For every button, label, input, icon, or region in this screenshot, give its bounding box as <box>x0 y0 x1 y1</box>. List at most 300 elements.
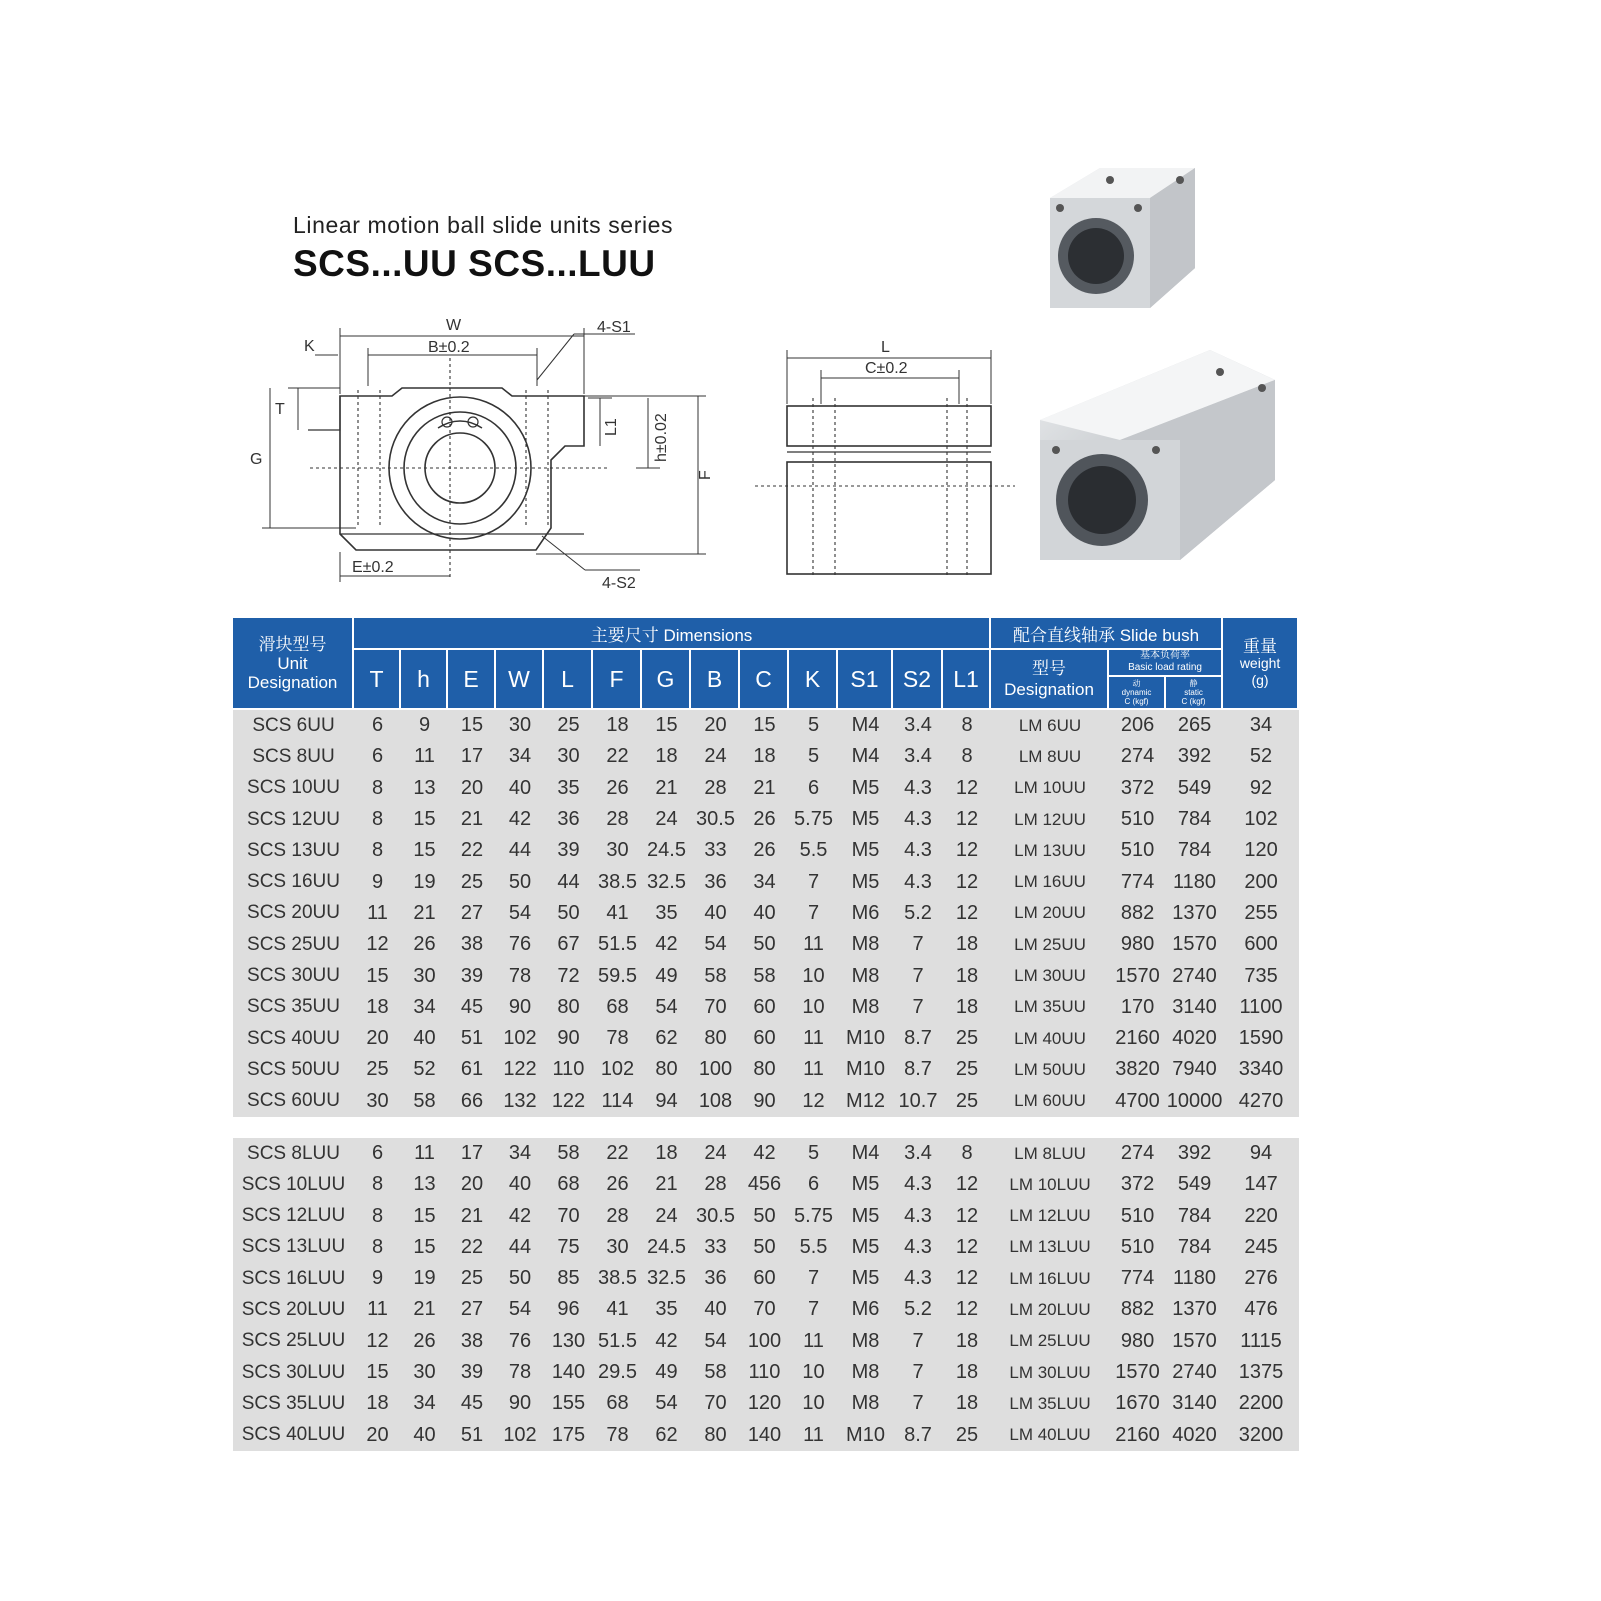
table-cell: 9 <box>354 866 401 897</box>
table-cell: M4 <box>838 710 893 741</box>
table-cell: 102 <box>496 1023 544 1054</box>
table-cell: 8 <box>354 773 401 804</box>
table-cell: M5 <box>838 835 893 866</box>
table-cell: 2740 <box>1166 1357 1223 1388</box>
table-row <box>233 1023 1299 1054</box>
table-cell: 4.3 <box>893 804 943 835</box>
table-cell: 12 <box>943 1232 991 1263</box>
table-cell: 62 <box>642 1023 691 1054</box>
table-cell: 25 <box>544 710 593 741</box>
table-cell: 18 <box>593 710 642 741</box>
table-cell: 17 <box>448 741 496 772</box>
table-cell: 32.5 <box>642 866 691 897</box>
uu-rows <box>233 710 1299 1117</box>
table-cell: 24.5 <box>642 835 691 866</box>
table-cell: 11 <box>789 1054 838 1085</box>
table-cell: 72 <box>544 960 593 991</box>
table-cell: 25 <box>943 1023 991 1054</box>
unit-designation-cell: SCS 8LUU <box>233 1138 354 1169</box>
table-cell: 30 <box>593 1232 642 1263</box>
table-cell: 170 <box>1109 992 1166 1023</box>
table-cell: 784 <box>1166 1200 1223 1231</box>
table-cell: 220 <box>1223 1200 1299 1231</box>
table-cell: 60 <box>740 1023 789 1054</box>
unit-designation-cell: SCS 60UU <box>233 1086 354 1117</box>
label-T: T <box>275 401 285 418</box>
table-row <box>233 1294 1299 1325</box>
table-row <box>233 1232 1299 1263</box>
table-cell: 18 <box>943 1357 991 1388</box>
table-cell: 2740 <box>1166 960 1223 991</box>
table-cell: 6 <box>789 773 838 804</box>
table-cell: 61 <box>448 1054 496 1085</box>
table-cell: 4270 <box>1223 1086 1299 1117</box>
table-cell: 20 <box>354 1023 401 1054</box>
table-cell: M5 <box>838 773 893 804</box>
table-cell: 7 <box>789 1294 838 1325</box>
front-view-drawing <box>240 318 720 598</box>
table-cell: 1375 <box>1223 1357 1299 1388</box>
table-cell: 80 <box>642 1054 691 1085</box>
static-zh: 静 <box>1189 678 1198 688</box>
table-cell: 18 <box>642 1138 691 1169</box>
table-cell: 5.5 <box>789 1232 838 1263</box>
col-bush-designation <box>991 650 1109 710</box>
table-cell: 9 <box>401 710 448 741</box>
table-cell: 54 <box>691 929 740 960</box>
table-cell: 12 <box>943 1263 991 1294</box>
table-cell: 6 <box>354 710 401 741</box>
table-cell: 90 <box>496 992 544 1023</box>
table-cell: 34 <box>496 1138 544 1169</box>
table-cell: 49 <box>642 1357 691 1388</box>
table-cell: 30.5 <box>691 1200 740 1231</box>
table-cell: 21 <box>642 1169 691 1200</box>
table-cell: 784 <box>1166 835 1223 866</box>
table-cell: 78 <box>593 1023 642 1054</box>
table-cell: 1180 <box>1166 1263 1223 1294</box>
table-cell: 8.7 <box>893 1023 943 1054</box>
table-cell: 3140 <box>1166 992 1223 1023</box>
table-cell: 102 <box>496 1420 544 1451</box>
table-cell: 33 <box>691 835 740 866</box>
dynamic-unit: C (kgf) <box>1124 696 1149 706</box>
table-cell: 6 <box>789 1169 838 1200</box>
table-cell: 3140 <box>1166 1388 1223 1419</box>
spec-table <box>233 618 1299 1451</box>
weight-zh: 重量 <box>1243 636 1278 656</box>
table-cell: 7 <box>789 1263 838 1294</box>
table-cell: 25 <box>448 1263 496 1294</box>
load-zh: 基本负荷率 <box>1140 650 1191 662</box>
header-slide-bush: 配合直线轴承 Slide bush <box>991 618 1223 650</box>
table-cell: 15 <box>401 804 448 835</box>
table-cell: 36 <box>544 804 593 835</box>
bush-designation-cell: LM 8LUU <box>991 1138 1109 1169</box>
table-cell: 60 <box>740 1263 789 1294</box>
table-cell: 4.3 <box>893 1232 943 1263</box>
table-cell: 40 <box>401 1420 448 1451</box>
load-en: Basic load rating <box>1128 662 1202 674</box>
table-cell: 15 <box>354 960 401 991</box>
bush-designation-cell: LM 40UU <box>991 1023 1109 1054</box>
table-cell: 100 <box>740 1326 789 1357</box>
unit-designation-cell: SCS 35UU <box>233 992 354 1023</box>
table-cell: 60 <box>740 992 789 1023</box>
table-cell: 80 <box>544 992 593 1023</box>
table-cell: 1570 <box>1166 929 1223 960</box>
table-cell: M6 <box>838 1294 893 1325</box>
table-cell: 3200 <box>1223 1420 1299 1451</box>
table-cell: 8.7 <box>893 1054 943 1085</box>
table-cell: 1370 <box>1166 898 1223 929</box>
table-cell: 4.3 <box>893 1169 943 1200</box>
bush-designation-cell: LM 20UU <box>991 898 1109 929</box>
table-cell: 18 <box>943 992 991 1023</box>
unit-designation-cell: SCS 10UU <box>233 773 354 804</box>
static-unit: C (kgf) <box>1181 696 1206 706</box>
table-cell: M4 <box>838 741 893 772</box>
table-cell: 13 <box>401 1169 448 1200</box>
table-cell: M10 <box>838 1054 893 1085</box>
table-cell: 38 <box>448 929 496 960</box>
table-cell: 8 <box>943 741 991 772</box>
table-cell: M10 <box>838 1420 893 1451</box>
table-cell: 27 <box>448 898 496 929</box>
unit-designation-cell: SCS 16UU <box>233 866 354 897</box>
table-cell: 35 <box>642 1294 691 1325</box>
table-cell: 774 <box>1109 1263 1166 1294</box>
table-cell: M5 <box>838 1200 893 1231</box>
col-h: h <box>401 650 448 710</box>
table-cell: 206 <box>1109 710 1166 741</box>
table-cell: 38.5 <box>593 866 642 897</box>
unit-designation-cell: SCS 16LUU <box>233 1263 354 1294</box>
table-cell: 11 <box>354 1294 401 1325</box>
table-cell: 3340 <box>1223 1054 1299 1085</box>
table-cell: 70 <box>544 1200 593 1231</box>
table-cell: 12 <box>943 804 991 835</box>
col-S2: S2 <box>893 650 943 710</box>
table-cell: M4 <box>838 1138 893 1169</box>
table-cell: 20 <box>691 710 740 741</box>
table-cell: 5 <box>789 741 838 772</box>
bush-designation-cell: LM 6UU <box>991 710 1109 741</box>
table-cell: 51.5 <box>593 1326 642 1357</box>
table-cell: 40 <box>496 773 544 804</box>
table-cell: 11 <box>401 1138 448 1169</box>
table-cell: 34 <box>1223 710 1299 741</box>
table-cell: 4.3 <box>893 773 943 804</box>
table-cell: 20 <box>354 1420 401 1451</box>
bush-designation-cell: LM 10UU <box>991 773 1109 804</box>
table-cell: 882 <box>1109 1294 1166 1325</box>
table-cell: 15 <box>401 1200 448 1231</box>
col-W: W <box>496 650 544 710</box>
table-cell: M5 <box>838 804 893 835</box>
table-cell: 40 <box>496 1169 544 1200</box>
table-cell: 15 <box>642 710 691 741</box>
col-dynamic <box>1109 677 1166 710</box>
table-cell: 10 <box>789 960 838 991</box>
table-cell: 5.75 <box>789 1200 838 1231</box>
table-cell: 140 <box>740 1420 789 1451</box>
table-cell: 34 <box>740 866 789 897</box>
table-cell: 33 <box>691 1232 740 1263</box>
table-cell: 4700 <box>1109 1086 1166 1117</box>
table-cell: 45 <box>448 992 496 1023</box>
unit-designation-cell: SCS 12LUU <box>233 1200 354 1231</box>
table-cell: 108 <box>691 1086 740 1117</box>
table-cell: 15 <box>448 710 496 741</box>
col-load-rating <box>1109 650 1223 677</box>
unit-designation-cell: SCS 50UU <box>233 1054 354 1085</box>
table-cell: 114 <box>593 1086 642 1117</box>
bush-designation-cell: LM 13UU <box>991 835 1109 866</box>
bush-designation-cell: LM 35UU <box>991 992 1109 1023</box>
table-cell: 44 <box>496 1232 544 1263</box>
table-cell: 15 <box>354 1357 401 1388</box>
table-cell: 10000 <box>1166 1086 1223 1117</box>
table-cell: 200 <box>1223 866 1299 897</box>
bush-designation-cell: LM 13LUU <box>991 1232 1109 1263</box>
table-cell: 11 <box>789 1326 838 1357</box>
table-cell: 25 <box>448 866 496 897</box>
table-cell: 44 <box>496 835 544 866</box>
table-cell: 30 <box>544 741 593 772</box>
table-row <box>233 1326 1299 1357</box>
table-cell: 68 <box>593 1388 642 1419</box>
table-cell: 5 <box>789 1138 838 1169</box>
table-cell: 147 <box>1223 1169 1299 1200</box>
table-row <box>233 1086 1299 1117</box>
table-cell: 100 <box>691 1054 740 1085</box>
static-en: static <box>1184 687 1203 697</box>
table-row <box>233 835 1299 866</box>
col-S1: S1 <box>838 650 893 710</box>
table-cell: 372 <box>1109 773 1166 804</box>
table-cell: M8 <box>838 929 893 960</box>
header-unit-designation <box>233 618 354 710</box>
col-C: C <box>740 650 789 710</box>
table-cell: 4.3 <box>893 1200 943 1231</box>
table-cell: 32.5 <box>642 1263 691 1294</box>
table-cell: 11 <box>789 1420 838 1451</box>
table-cell: 80 <box>740 1054 789 1085</box>
table-cell: 882 <box>1109 898 1166 929</box>
table-cell: 30 <box>496 710 544 741</box>
table-cell: 30 <box>593 835 642 866</box>
col-F: F <box>593 650 642 710</box>
table-cell: 50 <box>496 866 544 897</box>
table-cell: 38 <box>448 1326 496 1357</box>
table-cell: 2160 <box>1109 1420 1166 1451</box>
table-cell: 20 <box>448 773 496 804</box>
unit-en2: Designation <box>247 672 338 692</box>
table-cell: 62 <box>642 1420 691 1451</box>
table-cell: 42 <box>642 1326 691 1357</box>
table-cell: 1570 <box>1166 1326 1223 1357</box>
table-cell: 58 <box>401 1086 448 1117</box>
table-cell: 392 <box>1166 1138 1223 1169</box>
table-cell: 102 <box>593 1054 642 1085</box>
table-cell: 40 <box>691 1294 740 1325</box>
table-cell: 50 <box>544 898 593 929</box>
col-K: K <box>789 650 838 710</box>
unit-designation-cell: SCS 6UU <box>233 710 354 741</box>
table-cell: 1100 <box>1223 992 1299 1023</box>
label-L: L <box>881 339 890 356</box>
header-dimensions: 主要尺寸 Dimensions <box>354 618 991 650</box>
table-cell: 5.75 <box>789 804 838 835</box>
table-cell: 24 <box>691 1138 740 1169</box>
table-cell: 110 <box>740 1357 789 1388</box>
table-gap <box>233 1117 1299 1138</box>
table-cell: 1570 <box>1109 960 1166 991</box>
table-cell: 155 <box>544 1388 593 1419</box>
table-cell: 24 <box>691 741 740 772</box>
table-cell: 7 <box>893 929 943 960</box>
table-cell: 50 <box>740 929 789 960</box>
table-row <box>233 929 1299 960</box>
table-cell: 78 <box>496 1357 544 1388</box>
table-cell: 21 <box>448 1200 496 1231</box>
table-cell: 58 <box>691 960 740 991</box>
side-top-rect <box>787 406 991 446</box>
table-cell: 8 <box>943 710 991 741</box>
table-cell: 7 <box>789 898 838 929</box>
table-cell: 5 <box>789 710 838 741</box>
table-cell: 80 <box>691 1023 740 1054</box>
table-cell: 6 <box>354 1138 401 1169</box>
table-row <box>233 1357 1299 1388</box>
table-cell: 80 <box>691 1420 740 1451</box>
table-cell: 54 <box>642 1388 691 1419</box>
table-cell: 18 <box>943 1388 991 1419</box>
table-cell: 120 <box>1223 835 1299 866</box>
unit-designation-cell: SCS 12UU <box>233 804 354 835</box>
table-cell: M8 <box>838 1357 893 1388</box>
table-cell: 25 <box>943 1054 991 1085</box>
table-cell: 600 <box>1223 929 1299 960</box>
col-E: E <box>448 650 496 710</box>
table-cell: 4020 <box>1166 1023 1223 1054</box>
table-cell: 34 <box>401 1388 448 1419</box>
table-cell: 26 <box>740 835 789 866</box>
table-cell: 90 <box>740 1086 789 1117</box>
table-cell: 122 <box>496 1054 544 1085</box>
table-cell: M5 <box>838 1232 893 1263</box>
table-cell: 30.5 <box>691 804 740 835</box>
table-cell: 30 <box>401 960 448 991</box>
label-G: G <box>250 451 263 468</box>
table-cell: M5 <box>838 1263 893 1294</box>
table-row <box>233 741 1299 772</box>
table-cell: 21 <box>740 773 789 804</box>
table-cell: 18 <box>943 1326 991 1357</box>
table-cell: 54 <box>496 1294 544 1325</box>
table-cell: 42 <box>642 929 691 960</box>
unit-designation-cell: SCS 25LUU <box>233 1326 354 1357</box>
label-K: K <box>304 338 315 355</box>
table-cell: 735 <box>1223 960 1299 991</box>
table-cell: 76 <box>496 1326 544 1357</box>
table-cell: 1370 <box>1166 1294 1223 1325</box>
unit-designation-cell: SCS 25UU <box>233 929 354 960</box>
table-cell: 39 <box>448 960 496 991</box>
table-cell: 110 <box>544 1054 593 1085</box>
product-photo-short <box>1030 158 1210 318</box>
unit-designation-cell: SCS 30LUU <box>233 1357 354 1388</box>
table-cell: 40 <box>691 898 740 929</box>
table-cell: 18 <box>943 929 991 960</box>
table-row <box>233 804 1299 835</box>
table-cell: M8 <box>838 1326 893 1357</box>
table-row <box>233 960 1299 991</box>
table-cell: M8 <box>838 992 893 1023</box>
table-cell: 774 <box>1109 866 1166 897</box>
unit-zh: 滑块型号 <box>258 634 327 654</box>
table-cell: 27 <box>448 1294 496 1325</box>
table-cell: 70 <box>740 1294 789 1325</box>
bush-designation-cell: LM 50UU <box>991 1054 1109 1085</box>
table-cell: 78 <box>496 960 544 991</box>
bush-designation-cell: LM 10LUU <box>991 1169 1109 1200</box>
table-cell: 7 <box>893 960 943 991</box>
table-cell: 70 <box>691 992 740 1023</box>
table-cell: 44 <box>544 866 593 897</box>
table-cell: 24 <box>642 804 691 835</box>
table-cell: 92 <box>1223 773 1299 804</box>
table-cell: 54 <box>691 1326 740 1357</box>
table-cell: 2200 <box>1223 1388 1299 1419</box>
table-cell: 19 <box>401 866 448 897</box>
table-cell: 35 <box>642 898 691 929</box>
table-cell: 2160 <box>1109 1023 1166 1054</box>
table-cell: 122 <box>544 1086 593 1117</box>
table-row <box>233 898 1299 929</box>
table-cell: M5 <box>838 1169 893 1200</box>
table-cell: 7 <box>893 1326 943 1357</box>
table-cell: 58 <box>691 1357 740 1388</box>
table-cell: 10.7 <box>893 1086 943 1117</box>
table-cell: 29.5 <box>593 1357 642 1388</box>
series-subtitle: Linear motion ball slide units series <box>293 212 674 238</box>
table-cell: 18 <box>354 1388 401 1419</box>
table-cell: 40 <box>740 898 789 929</box>
table-cell: 3.4 <box>893 741 943 772</box>
table-cell: 28 <box>593 1200 642 1231</box>
table-cell: 36 <box>691 1263 740 1294</box>
table-cell: 21 <box>448 804 496 835</box>
unit-designation-cell: SCS 13LUU <box>233 1232 354 1263</box>
label-S2: 4-S2 <box>602 575 636 592</box>
table-cell: 22 <box>448 835 496 866</box>
luu-rows <box>233 1138 1299 1451</box>
table-cell: 245 <box>1223 1232 1299 1263</box>
table-cell: 11 <box>789 929 838 960</box>
table-cell: 12 <box>943 1169 991 1200</box>
table-cell: 30 <box>401 1357 448 1388</box>
table-cell: 4020 <box>1166 1420 1223 1451</box>
table-cell: 372 <box>1109 1169 1166 1200</box>
unit-designation-cell: SCS 20LUU <box>233 1294 354 1325</box>
table-cell: 274 <box>1109 741 1166 772</box>
table-cell: 5.2 <box>893 1294 943 1325</box>
table-cell: 274 <box>1109 1138 1166 1169</box>
bush-designation-cell: LM 25LUU <box>991 1326 1109 1357</box>
table-cell: 3.4 <box>893 710 943 741</box>
